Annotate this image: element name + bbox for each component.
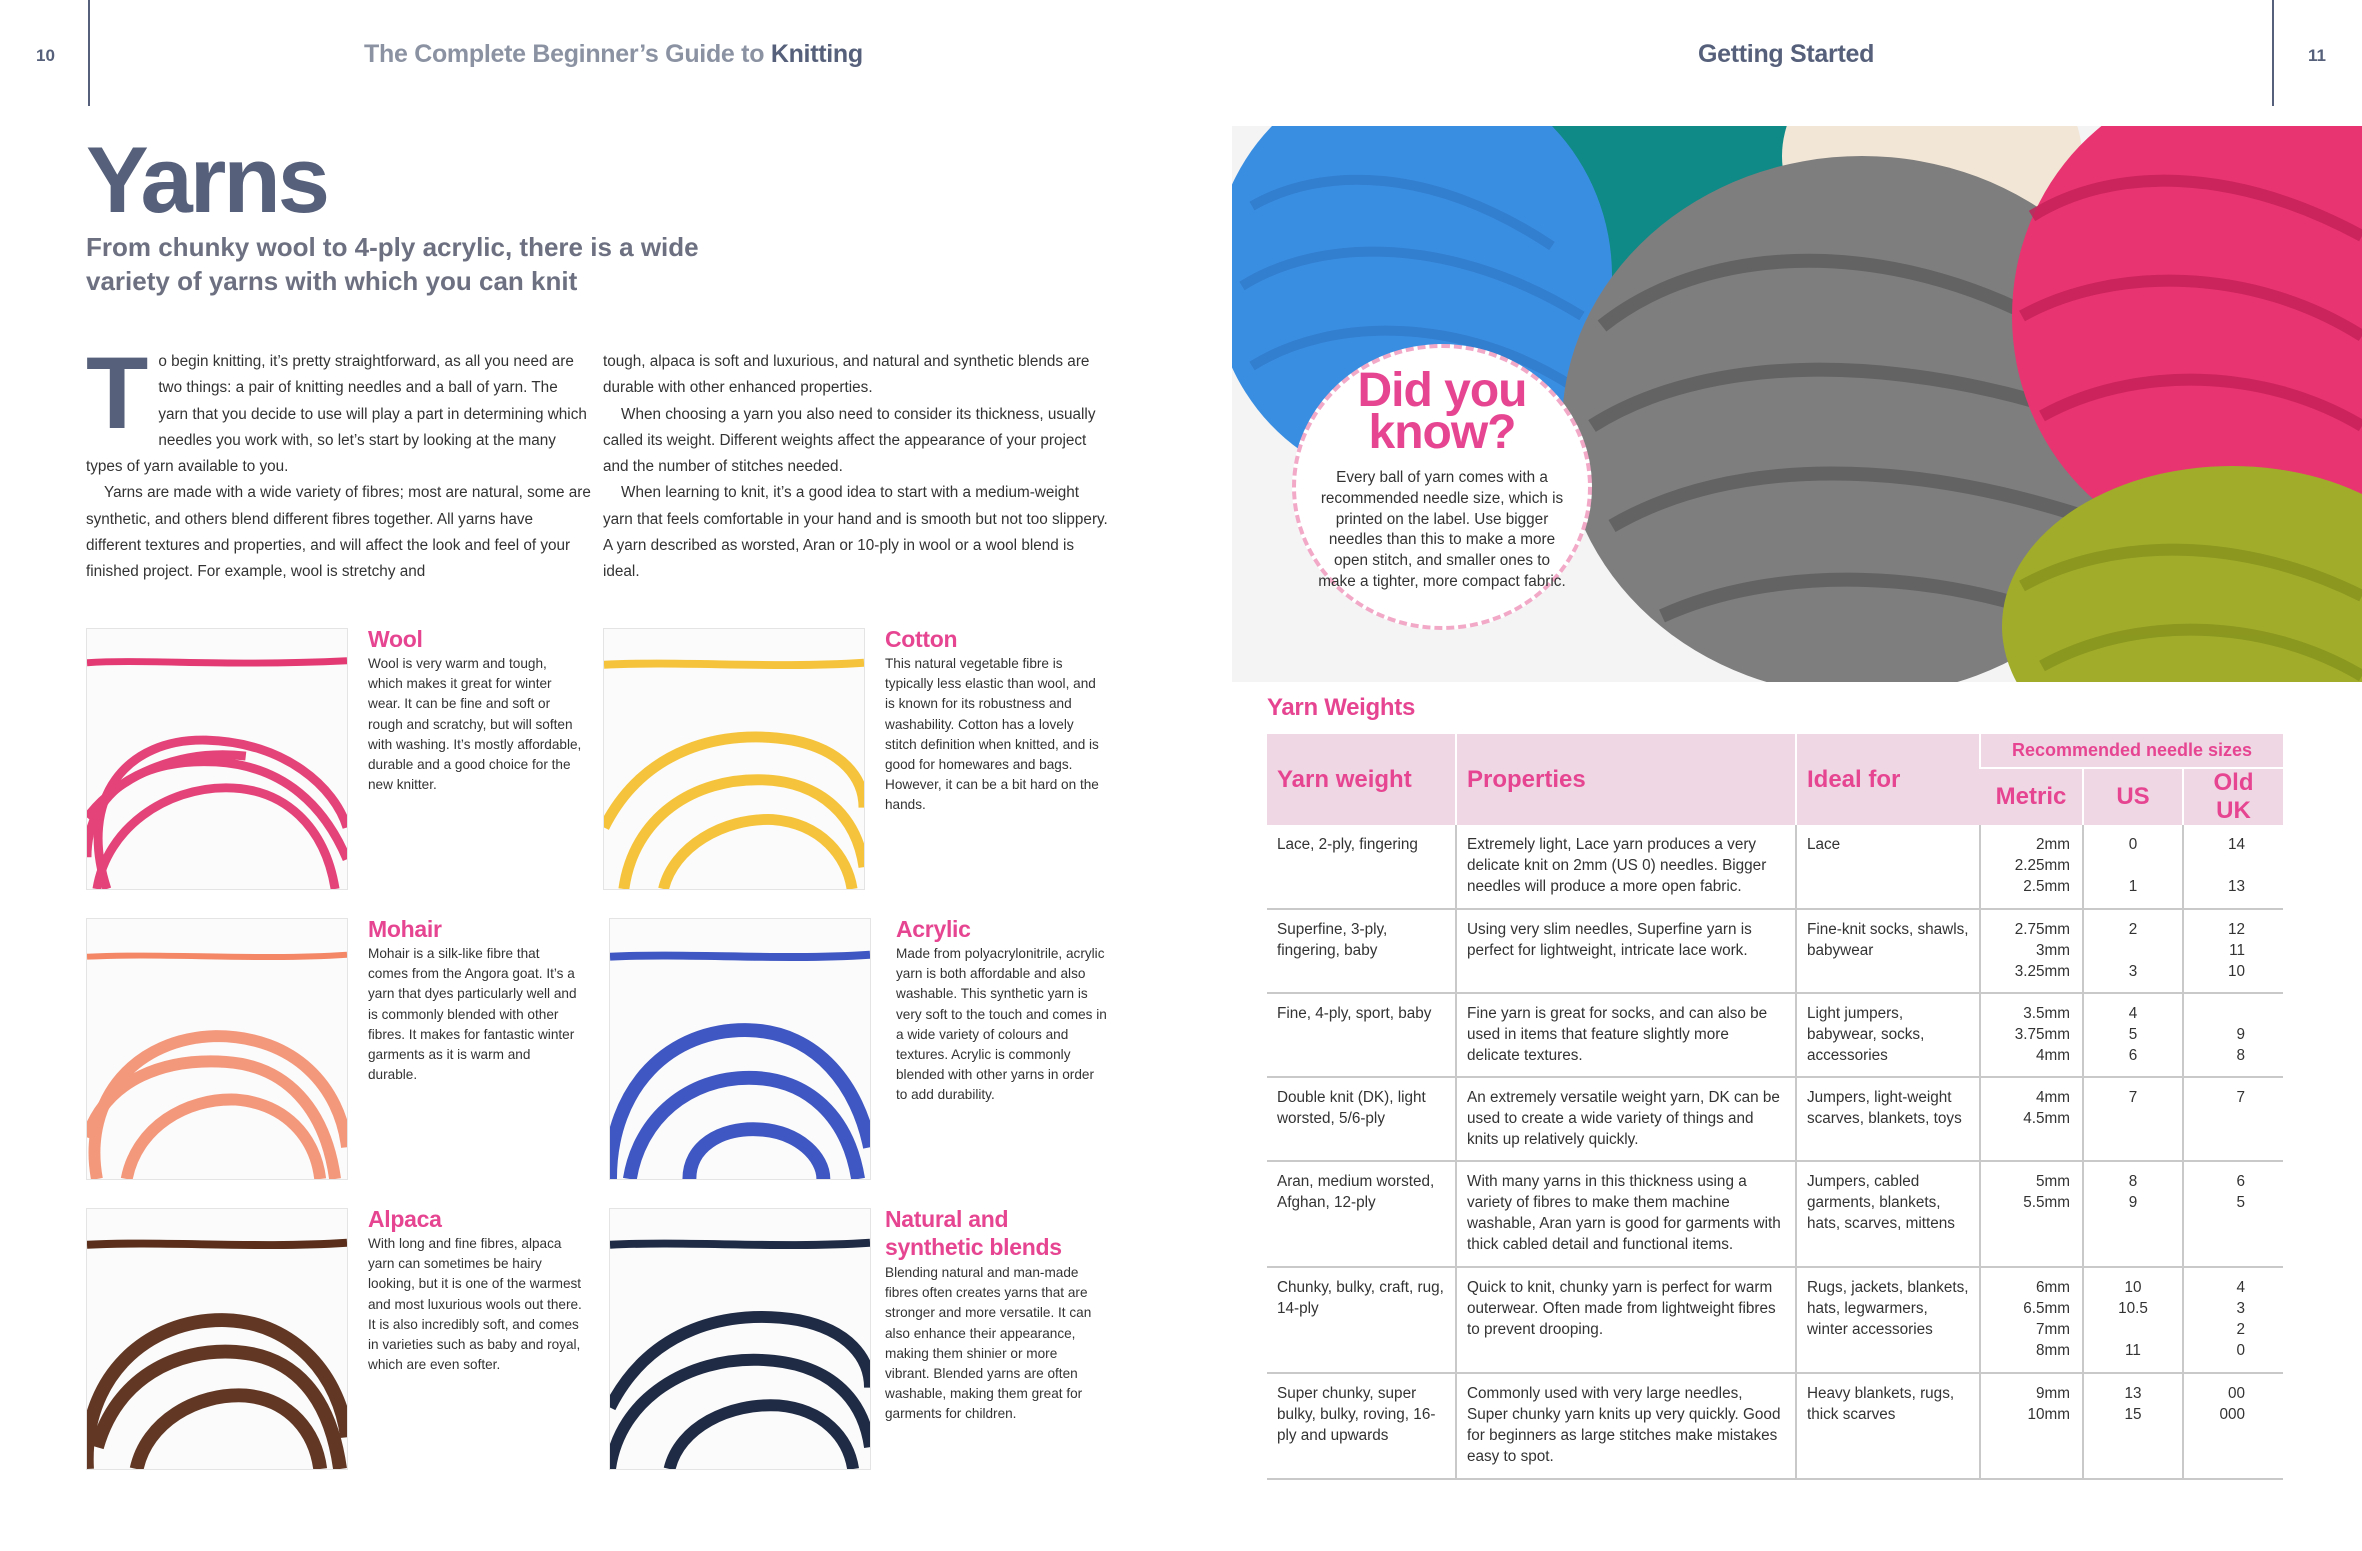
header-properties: Properties (1456, 734, 1796, 825)
cell-weight: Lace, 2-ply, fingering (1267, 825, 1456, 909)
yarn-weights-table (1267, 734, 2283, 1480)
did-you-know-callout (1292, 344, 1592, 630)
cell-uk: 7 (2183, 1077, 2283, 1161)
cell-weight: Aran, medium worsted, Afghan, 12-ply (1267, 1161, 1456, 1267)
intro-paragraph: When learning to knit, it’s a good idea to start with a medium-weight yarn that feels comfortable in your hand and is smooth but not too slippery. A yarn described as worsted, Aran or 10-ply in wool or a wool blend is ideal. (603, 484, 1108, 581)
wool-description: Wool is very warm and tough, which makes it great for winter wear. It can be fine and soft or rough and scratchy, but will soften with washing. It’s mostly affordable, durable and a good choice for the new knitter. (368, 656, 582, 793)
intro-paragraph: Yarns are made with a wide variety of fibres; most are natural, some are synthetic, and others blend different fibres together. All yarns have different textures and properties, and will affect the look and feel of your finished project. For example, wool is stretchy and (86, 484, 591, 581)
cell-uk: 14 13 (2183, 825, 2283, 909)
right-page-number: 11 (2308, 46, 2326, 65)
cotton-title: Cotton (885, 626, 958, 652)
header-metric: Metric (1980, 768, 2083, 825)
cell-ideal: Jumpers, light-weight scarves, blankets, toys (1796, 1077, 1980, 1161)
cell-ideal: Heavy blankets, rugs, thick scarves (1796, 1373, 1980, 1479)
cell-metric: 2.75mm 3mm 3.25mm (1980, 909, 2083, 993)
cell-metric: 3.5mm 3.75mm 4mm (1980, 993, 2083, 1077)
alpaca-description: With long and fine fibres, alpaca yarn can sometimes be hairy looking, but it is one of the warmest and most luxurious wools out there. It is also incredibly soft, and comes in varieties such as baby and royal, which are even softer. (368, 1236, 582, 1373)
header-old-uk: Old UK (2183, 768, 2283, 825)
blends-title: Natural and synthetic blends (885, 1206, 1062, 1260)
header-ideal-for: Ideal for (1796, 734, 1980, 825)
mohair-yarn-illustration (87, 919, 347, 1179)
header-us: US (2083, 768, 2183, 825)
blends-description: Blending natural and man-made fibres often creates yarns that are stronger and more versatile. It can also enhance their appearance, making them shinier or more vibrant. Blended yarns are often washable, making them great for garments for children. (885, 1265, 1092, 1422)
cell-weight: Chunky, bulky, craft, rug, 14-ply (1267, 1267, 1456, 1373)
cell-uk: 4 3 2 0 (2183, 1267, 2283, 1373)
cell-uk: 9 8 (2183, 993, 2283, 1077)
cell-weight: Fine, 4-ply, sport, baby (1267, 993, 1456, 1077)
cell-uk: 00 000 (2183, 1373, 2283, 1479)
cell-uk: 6 5 (2183, 1161, 2283, 1267)
cell-properties: Extremely light, Lace yarn produces a very delicate knit on 2mm (US 0) needles. Bigger needles will produce a more open fabric. (1456, 825, 1796, 909)
cell-metric: 2mm 2.25mm 2.5mm (1980, 825, 2083, 909)
cell-weight: Super chunky, super bulky, bulky, roving, 16-ply and upwards (1267, 1373, 1456, 1479)
cell-us: 0 1 (2083, 825, 2183, 909)
right-running-head: Getting Started (1698, 40, 1875, 68)
cotton-description: This natural vegetable fibre is typically less elastic than wool, and is known for its robustness and washability. Cotton has a lovely stitch definition when knitted, and is good for homewares and bags. However, it can be a bit hard on the hands. (885, 656, 1099, 813)
cell-metric: 9mm 10mm (1980, 1373, 2083, 1479)
intro-column-2 (603, 349, 1108, 586)
mohair-yarn-photo (86, 918, 348, 1180)
mohair-title: Mohair (368, 916, 442, 942)
table-row (1267, 1267, 2283, 1373)
page-title: Yarns (86, 127, 328, 232)
cell-properties: Commonly used with very large needles, Super chunky yarn knits up very quickly. Good for beginners as large stitches make mistakes easy to spot. (1456, 1373, 1796, 1479)
alpaca-title: Alpaca (368, 1206, 442, 1232)
running-head-plain: The Complete Beginner’s Guide to (364, 40, 765, 68)
cell-us: 2 3 (2083, 909, 2183, 993)
did-you-know-text: Every ball of yarn comes with a recommended needle size, which is printed on the label. Use bigger needles than this to make a more open stitch, and smaller ones to make a tighter, more compact fabric. (1318, 469, 1566, 590)
running-head-bold: Knitting (770, 40, 863, 68)
cotton-yarn-illustration (604, 629, 864, 889)
cell-ideal: Jumpers, cabled garments, blankets, hats, scarves, mittens (1796, 1161, 1980, 1267)
table-row (1267, 909, 2283, 993)
left-header-rule (88, 0, 90, 106)
cell-metric: 4mm 4.5mm (1980, 1077, 2083, 1161)
wool-yarn-illustration (87, 629, 347, 889)
wool-yarn-photo (86, 628, 348, 890)
acrylic-title: Acrylic (896, 916, 971, 942)
drop-cap: T (86, 336, 149, 450)
intro-paragraph (86, 336, 591, 480)
cell-us: 8 9 (2083, 1161, 2183, 1267)
intro-column-1 (86, 336, 591, 586)
mohair-description: Mohair is a silk-like fibre that comes from the Angora goat. It’s a yarn that dyes particularly well and is commonly blended with other fibres. It makes for fantastic winter garments as it is warm and durable. (368, 946, 577, 1083)
cell-ideal: Lace (1796, 825, 1980, 909)
right-header-rule (2272, 0, 2274, 106)
cell-us: 7 (2083, 1077, 2183, 1161)
blends-yarn-photo (609, 1208, 871, 1470)
cell-us: 10 10.5 11 (2083, 1267, 2183, 1373)
cell-metric: 5mm 5.5mm (1980, 1161, 2083, 1267)
cell-us: 13 15 (2083, 1373, 2183, 1479)
cell-properties: Using very slim needles, Superfine yarn is perfect for lightweight, intricate lace work. (1456, 909, 1796, 993)
header-needle-sizes: Recommended needle sizes (1980, 734, 2283, 768)
cell-uk: 12 11 10 (2183, 909, 2283, 993)
acrylic-yarn-photo (609, 918, 871, 1180)
acrylic-description: Made from polyacrylonitrile, acrylic yarn is both affordable and also washable. This synthetic yarn is very soft to the touch and comes in a wide variety of colours and textures. Acrylic is commonly blended with other yarns in order to add durability. (896, 946, 1107, 1103)
cell-properties: Quick to knit, chunky yarn is perfect for warm outerwear. Often made from lightweight fibres to prevent drooping. (1456, 1267, 1796, 1373)
intro-text: o begin knitting, it’s pretty straightforward, as all you need are two things: a pair of knitting needles and a ball of yarn. The yarn that you decide to use will play a part in determining which needles you work with, so let’s start by looking at the many types of yarn available to you. (86, 353, 587, 476)
left-page-number: 10 (36, 46, 55, 65)
intro-paragraph: When choosing a yarn you also need to consider its thickness, usually called its weight. Different weights affect the appearance of your project and the number of stitches needed. (603, 405, 1096, 476)
cell-properties: An extremely versatile weight yarn, DK can be used to create a wide variety of things and knits up relatively quickly. (1456, 1077, 1796, 1161)
acrylic-yarn-illustration (610, 919, 870, 1179)
did-you-know-heading: Did you know? (1357, 364, 1527, 459)
cell-us: 4 5 6 (2083, 993, 2183, 1077)
cell-ideal: Rugs, jackets, blankets, hats, legwarmers, winter accessories (1796, 1267, 1980, 1373)
left-running-head (364, 40, 863, 69)
cell-properties: Fine yarn is great for socks, and can also be used in items that feature slightly more delicate textures. (1456, 993, 1796, 1077)
wool-title: Wool (368, 626, 423, 652)
table-title: Yarn Weights (1267, 694, 1415, 721)
cotton-yarn-photo (603, 628, 865, 890)
cell-properties: With many yarns in this thickness using a variety of fibres to make them machine washable, Aran yarn is good for garments with thick cabled detail and functional items. (1456, 1161, 1796, 1267)
cell-weight: Double knit (DK), light worsted, 5/6-ply (1267, 1077, 1456, 1161)
header-yarn-weight: Yarn weight (1267, 734, 1456, 825)
table-row (1267, 1077, 2283, 1161)
table-row (1267, 1373, 2283, 1479)
cell-ideal: Fine-knit socks, shawls, babywear (1796, 909, 1980, 993)
cell-metric: 6mm 6.5mm 7mm 8mm (1980, 1267, 2083, 1373)
alpaca-yarn-photo (86, 1208, 348, 1470)
cell-weight: Superfine, 3-ply, fingering, baby (1267, 909, 1456, 993)
page-subtitle: From chunky wool to 4-ply acrylic, there is a wide variety of yarns with which you can knit (86, 232, 699, 296)
table-row (1267, 993, 2283, 1077)
alpaca-yarn-illustration (87, 1209, 347, 1469)
blends-yarn-illustration (610, 1209, 870, 1469)
table-row (1267, 1161, 2283, 1267)
intro-paragraph: tough, alpaca is soft and luxurious, and natural and synthetic blends are durable with other enhanced properties. (603, 353, 1090, 397)
cell-ideal: Light jumpers, babywear, socks, accessories (1796, 993, 1980, 1077)
table-row (1267, 825, 2283, 909)
